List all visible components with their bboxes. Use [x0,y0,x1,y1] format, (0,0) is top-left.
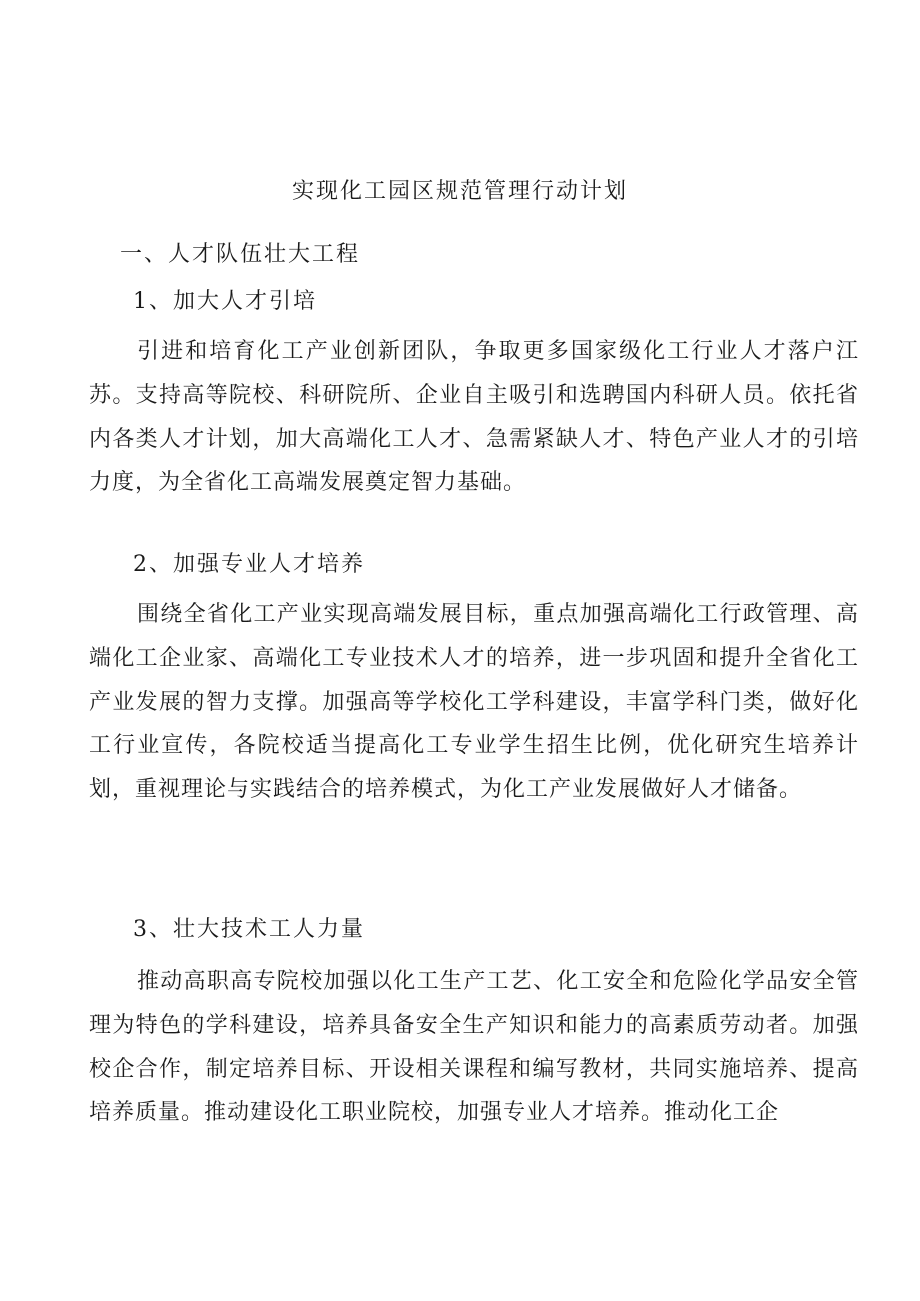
paragraph-1: 引进和培育化工产业创新团队，争取更多国家级化工行业人才落户江苏。支持高等院校、科研院所、企业自主吸引和选聘国内科研人员。依托省内各类人才计划，加大高端化工人才、急需紧缺人才、特色产业人才的引培力度，为全省化工高端发展奠定智力基础。 [89,339,859,496]
subsection-heading-3: 3、壮大技术工人力量 [133,917,365,942]
paragraph-2: 围绕全省化工产业实现高端发展目标，重点加强高端化工行政管理、高端化工企业家、高端化工专业技术人才的培养，进一步巩固和提升全省化工产业发展的智力支撑。加强高等学校化工学科建设，丰富学科门类，做好化工行业宣传，各院校适当提高化工专业学生招生比例，优化研究生培养计划，重视理论与实践结合的培养模式，为化工产业发展做好人才储备。 [89,602,859,803]
document-title: 实现化工园区规范管理行动计划 [291,179,628,204]
paragraph-3: 推动高职高专院校加强以化工生产工艺、化工安全和危险化学品安全管理为特色的学科建设，培养具备安全生产知识和能力的高素质劳动者。加强校企合作，制定培养目标、开设相关课程和编写教材，共同实施培养、提高培养质量。推动建设化工职业院校，加强专业人才培养。推动化工企 [89,969,859,1126]
section-heading: 一、人才队伍壮大工程 [120,242,361,267]
subsection-heading-1: 1、加大人才引培 [133,289,317,314]
subsection-heading-2: 2、加强专业人才培养 [133,552,365,577]
